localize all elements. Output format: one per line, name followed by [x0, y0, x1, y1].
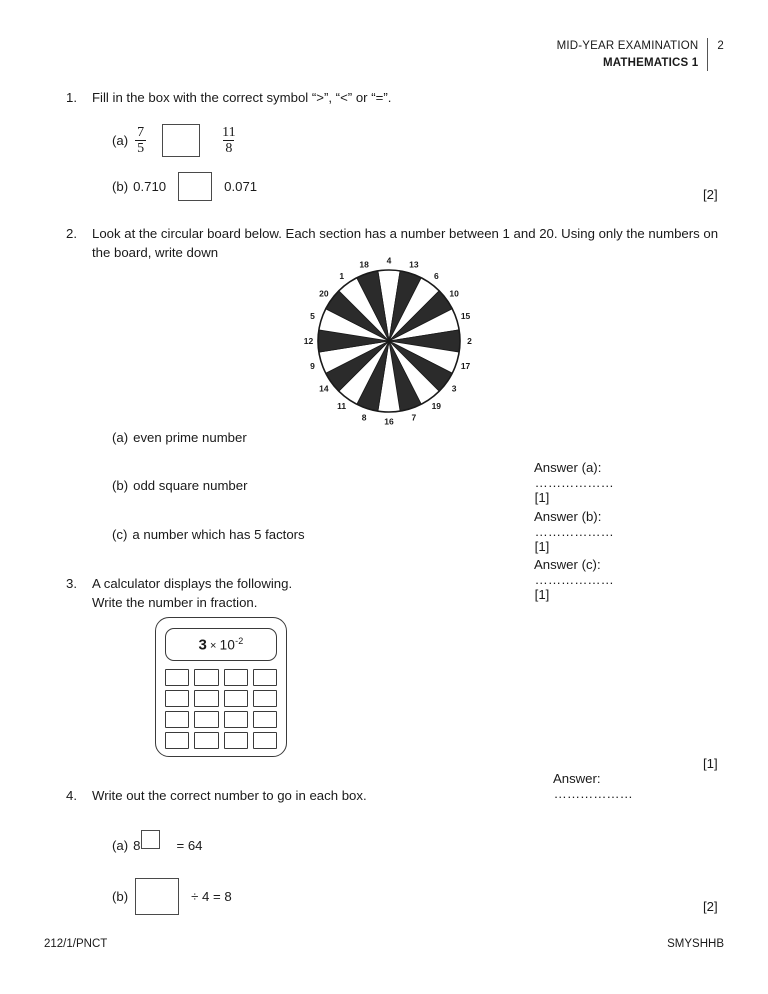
- question-3-marks: [1]: [703, 756, 718, 771]
- board-sector-label: 13: [409, 259, 419, 270]
- board-sector-label: 14: [319, 383, 329, 394]
- calculator-key[interactable]: [194, 711, 218, 728]
- question-4a: [112, 830, 203, 861]
- board-sector-label: 3: [451, 383, 457, 394]
- answer-2b-label: Answer (b):: [533, 509, 602, 524]
- question-4b-equation: ÷ 4 = 8: [191, 889, 232, 904]
- calculator-keypad: [165, 669, 277, 749]
- answer-q3-label: Answer:: [552, 771, 601, 786]
- calculator-key[interactable]: [165, 690, 189, 707]
- answer-2a-dots: ………………: [534, 475, 614, 490]
- calculator-key[interactable]: [224, 732, 248, 749]
- question-1-number: 1.: [66, 90, 77, 105]
- question-4a-label: (a): [112, 838, 129, 853]
- calculator-key[interactable]: [165, 711, 189, 728]
- answer-2b-marks: [1]: [534, 539, 550, 554]
- footer-right-code: SMYSHHB: [667, 938, 724, 950]
- question-1-text: Fill in the box with the correct symbol “>”, “<” or “=”.: [92, 90, 392, 105]
- question-2a: [112, 430, 247, 445]
- question-1b-label: (b): [112, 179, 129, 194]
- calculator-key[interactable]: [194, 690, 218, 707]
- fraction-right-numerator: 11: [222, 124, 236, 140]
- answer-q3-dots: ………………: [553, 786, 633, 801]
- board-sector-label: 12: [303, 336, 314, 346]
- calculator-key[interactable]: [165, 669, 189, 686]
- question-2a-label: (a): [112, 430, 129, 445]
- question-4a-base: 8: [133, 838, 141, 853]
- answer-2a-marks: [1]: [534, 490, 550, 505]
- question-2-text: Look at the circular board below. Each section has a number between 1 and 20. Using only the numbers on the board, write down: [92, 226, 719, 261]
- question-2c-label: (c): [112, 527, 128, 542]
- question-4b-label: (b): [112, 889, 129, 904]
- question-1a: [112, 124, 240, 157]
- subject-title: MATHEMATICS 1: [602, 56, 699, 69]
- question-1a-label: (a): [112, 133, 129, 148]
- question-3-text-line1: A calculator displays the following.: [92, 576, 293, 591]
- board-sector-label: 5: [310, 311, 315, 322]
- board-sector-label: 1: [339, 270, 345, 281]
- board-sector-label: 15: [460, 311, 471, 322]
- calculator-display: [165, 628, 277, 661]
- answer-2b-dots: ………………: [534, 524, 614, 539]
- calculator-illustration: [155, 617, 287, 757]
- symbol-answer-box-1a[interactable]: [162, 124, 200, 157]
- question-1: [66, 88, 391, 107]
- calculator-key[interactable]: [194, 732, 218, 749]
- display-coefficient: 3: [198, 636, 208, 654]
- board-sector-label: 8: [361, 412, 367, 423]
- question-1-marks: [2]: [703, 187, 718, 202]
- page-number: 2: [717, 40, 724, 52]
- question-3-text-line2: Write the number in fraction.: [92, 595, 258, 611]
- question-3-number: 3.: [66, 576, 77, 591]
- question-2c-text: a number which has 5 factors: [132, 527, 305, 542]
- calculator-key[interactable]: [253, 711, 277, 728]
- board-sector-label: 6: [433, 270, 439, 281]
- question-4b: [112, 878, 232, 915]
- question-4-marks: [2]: [703, 899, 718, 914]
- display-multiply-symbol: ×: [210, 640, 217, 653]
- question-4a-equation: = 64: [176, 838, 203, 853]
- question-2-number: 2.: [66, 226, 77, 241]
- board-sector-label: 16: [384, 416, 394, 427]
- number-answer-box-4b[interactable]: [135, 878, 179, 915]
- question-2b: [112, 478, 248, 493]
- calculator-key[interactable]: [224, 711, 248, 728]
- fraction-left-numerator: 7: [137, 124, 145, 140]
- calculator-key[interactable]: [194, 669, 218, 686]
- fraction-right: [220, 125, 237, 156]
- question-4-number: 4.: [66, 788, 77, 803]
- answer-line-q3[interactable]: [539, 756, 633, 816]
- question-2a-text: even prime number: [133, 430, 247, 445]
- board-sector-label: 19: [431, 401, 442, 412]
- calculator-key[interactable]: [165, 732, 189, 749]
- board-sector-label: 10: [449, 288, 459, 299]
- board-sector-label: 11: [337, 401, 347, 412]
- fraction-right-denominator: 8: [225, 141, 233, 156]
- question-2b-text: odd square number: [133, 478, 248, 493]
- board-sector-label: 4: [386, 255, 392, 266]
- question-2: [66, 224, 731, 262]
- question-3: [66, 574, 292, 612]
- board-sector-label: 2: [467, 336, 472, 346]
- exam-title: MID-YEAR EXAMINATION: [556, 40, 699, 52]
- answer-2a-label: Answer (a):: [533, 460, 602, 475]
- answer-2c-label: Answer (c):: [533, 557, 601, 572]
- question-3-text: [92, 574, 292, 612]
- board-sector-label: 17: [460, 360, 471, 371]
- board-sector-label: 20: [319, 288, 329, 299]
- fraction-left-denominator: 5: [137, 141, 145, 156]
- board-sector-label: 7: [411, 412, 417, 423]
- calculator-key[interactable]: [253, 690, 277, 707]
- calculator-key[interactable]: [224, 669, 248, 686]
- decimal-right: 0.071: [224, 179, 258, 194]
- display-exponent: -2: [235, 635, 244, 646]
- answer-2c-dots: ………………: [534, 572, 614, 587]
- page-header: [557, 38, 724, 71]
- question-2c: [112, 527, 305, 542]
- decimal-left: 0.710: [133, 179, 167, 194]
- header-titles: [557, 38, 708, 71]
- symbol-answer-box-1b[interactable]: [178, 172, 212, 201]
- board-sector-label: 18: [359, 259, 369, 270]
- answer-line-2c[interactable]: [520, 542, 614, 617]
- question-1b: [112, 172, 257, 201]
- calculator-key[interactable]: [224, 690, 248, 707]
- calculator-display-value: [199, 636, 244, 654]
- question-4-text: Write out the correct number to go in each box.: [92, 788, 367, 803]
- board-sector-label: 9: [310, 360, 315, 371]
- calculator-key[interactable]: [253, 732, 277, 749]
- circular-dartboard-diagram: [303, 255, 475, 430]
- display-base: 10: [219, 637, 236, 653]
- answer-2c-marks: [1]: [534, 587, 550, 602]
- fraction-left: [135, 125, 146, 156]
- question-2b-label: (b): [112, 478, 129, 493]
- question-4: [66, 786, 367, 805]
- exponent-answer-box-4a[interactable]: [141, 830, 160, 849]
- footer-left-code: 212/1/PNCT: [44, 938, 108, 950]
- calculator-key[interactable]: [253, 669, 277, 686]
